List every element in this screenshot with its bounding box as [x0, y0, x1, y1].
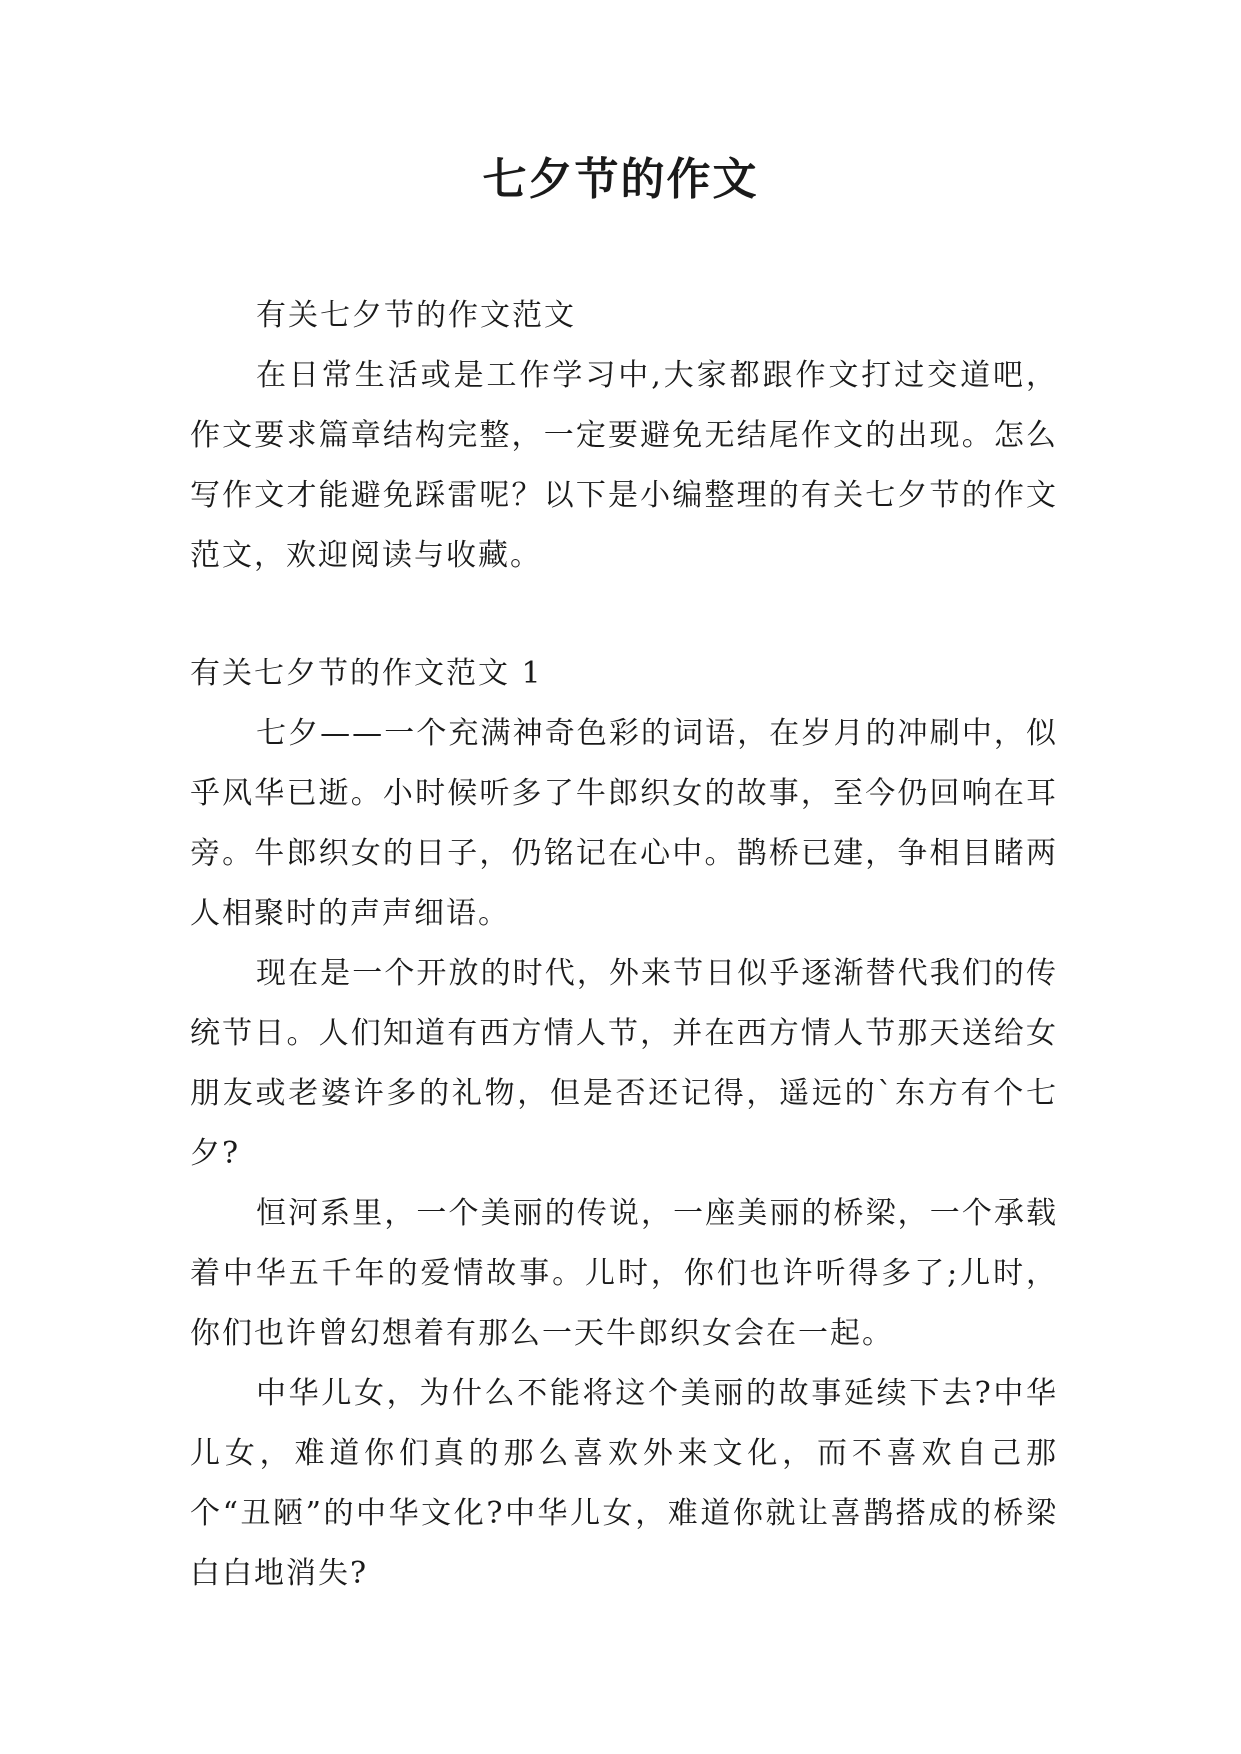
document-title: 七夕节的作文 [482, 154, 759, 205]
intro-paragraph: 在日常生活或是工作学习中,大家都跟作文打过交道吧，作文要求篇章结构完整，一定要避免无结尾作文的出现。怎么写作文才能避免踩雷呢？以下是小编整理的有关七夕节的作文范文，欢迎阅读与收藏。 [190, 358, 1058, 573]
document-body [190, 286, 1058, 1604]
subtitle-paragraph: 有关七夕节的作文范文 [256, 298, 576, 333]
body-paragraph-4: 中华儿女，为什么不能将这个美丽的故事延续下去?中华儿女，难道你们真的那么喜欢外来文化，而不喜欢自己那个“丑陋”的中华文化?中华儿女，难道你就让喜鹊搭成的桥梁白白地消失? [190, 1376, 1058, 1591]
body-paragraph-3: 恒河系里，一个美丽的传说，一座美丽的桥梁，一个承载着中华五千年的爱情故事。儿时，你们也许听得多了;儿时，你们也许曾幻想着有那么一天牛郎织女会在一起。 [190, 1196, 1058, 1351]
body-paragraph-1: 七夕——一个充满神奇色彩的词语，在岁月的冲刷中，似乎风华已逝。小时候听多了牛郎织女的故事，至今仍回响在耳旁。牛郎织女的日子，仍铭记在心中。鹊桥已建，争相目睹两人相聚时的声声细语。 [190, 716, 1058, 931]
body-paragraph-2: 现在是一个开放的时代，外来节日似乎逐渐替代我们的传统节日。人们知道有西方情人节，并在西方情人节那天送给女朋友或老婆许多的礼物，但是否还记得，遥远的`东方有个七夕? [190, 956, 1058, 1171]
section-heading: 有关七夕节的作文范文 1 [190, 656, 543, 691]
